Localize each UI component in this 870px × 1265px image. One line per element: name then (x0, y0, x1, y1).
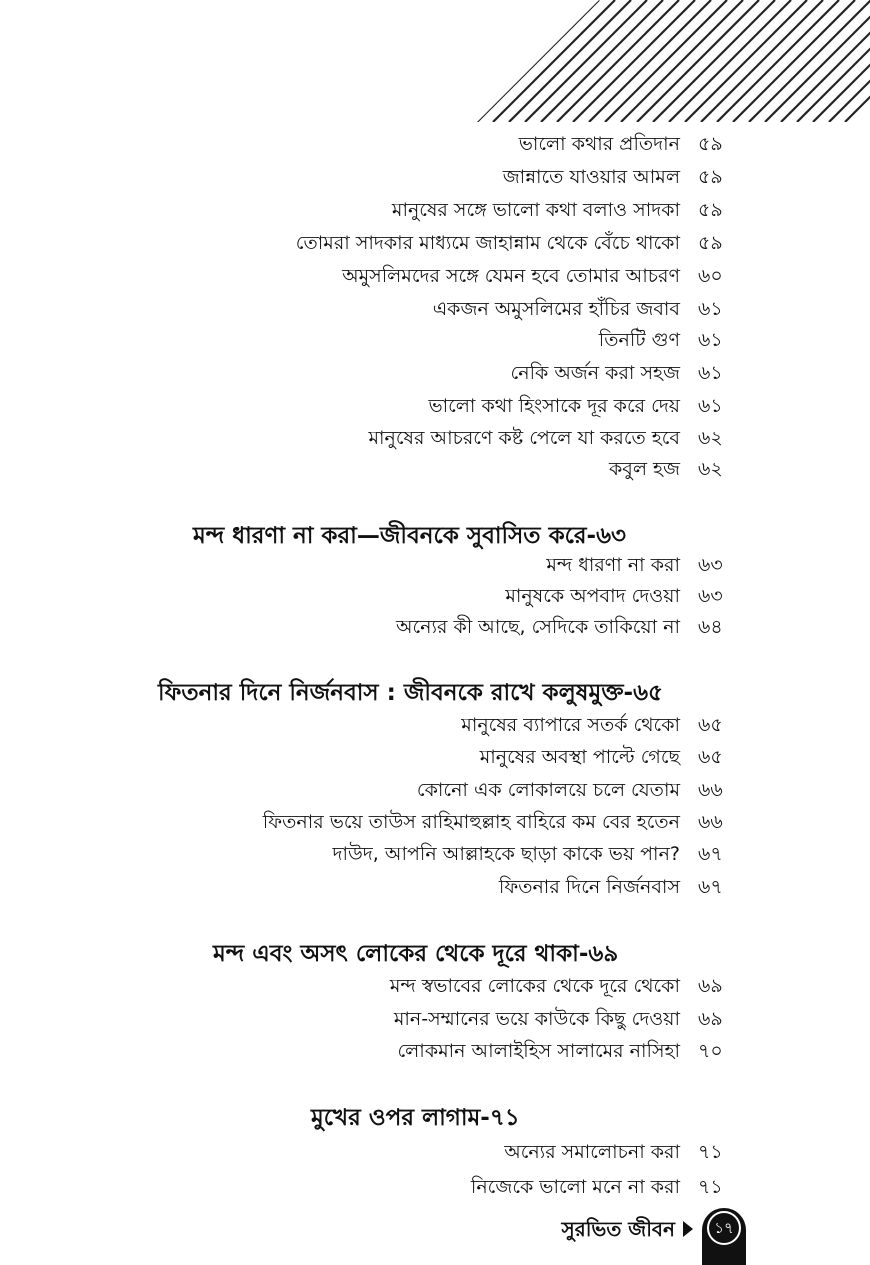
entry-page: ৬৯ (698, 975, 723, 997)
entry-title: ভালো কথা হিংসাকে দূর করে দেয় (428, 395, 680, 417)
entry-page: ৫৯ (698, 133, 723, 155)
entry-title: মানুষের ব্যাপারে সতর্ক থেকো (461, 714, 680, 736)
toc-entry[interactable] (0, 1171, 870, 1203)
entry-title: মানুষের সঙ্গে ভালো কথা বলাও সাদকা (391, 199, 680, 221)
entry-title: মান-সম্মানের ভয়ে কাউকে কিছু দেওয়া (393, 1008, 680, 1030)
entry-title: অন্যের সমালোচনা করা (504, 1141, 680, 1163)
entry-title: লোকমান আলাইহিস সালামের নাসিহা (397, 1040, 680, 1062)
entry-page: ৬৫ (698, 746, 723, 768)
section-heading[interactable]: মন্দ এবং অসৎ লোকের থেকে দূরে থাকা-৬৯ (213, 941, 619, 967)
toc-entry[interactable] (0, 260, 870, 292)
toc-entry[interactable] (0, 774, 870, 806)
entry-title: দাউদ, আপনি আল্লাহকে ছাড়া কাকে ভয় পান? (332, 843, 680, 865)
entry-page: ৬৭ (698, 843, 723, 865)
toc-entry[interactable] (0, 580, 870, 612)
entry-title: মানুষকে অপবাদ দেওয়া (505, 585, 680, 607)
section-heading[interactable]: ফিতনার দিনে নির্জনবাস : জীবনকে রাখে কলুষমুক্ত-৬৫ (158, 680, 663, 706)
entry-title: ফিতনার ভয়ে তাউস রাহিমাহুল্লাহ বাহিরে কম বের হতেন (262, 811, 680, 833)
entry-page: ৫৯ (698, 199, 723, 221)
toc-entry[interactable] (0, 611, 870, 643)
entry-title: অমুসলিমদের সঙ্গে যেমন হবে তোমার আচরণ (342, 265, 680, 287)
toc-entry[interactable] (0, 293, 870, 325)
entry-title: ভালো কথার প্রতিদান (518, 133, 680, 155)
entry-title: জান্নাতে যাওয়ার আমল (502, 166, 680, 188)
toc-entry[interactable] (0, 390, 870, 422)
toc-entry[interactable] (0, 806, 870, 838)
entry-page: ৭১ (698, 1176, 723, 1198)
entry-title: কোনো এক লোকালয়ে চলে যেতাম (416, 779, 680, 801)
entry-page: ৭১ (698, 1141, 723, 1163)
entry-page: ৬১ (698, 329, 723, 351)
entry-title: নিজেকে ভালো মনে না করা (470, 1176, 680, 1198)
entry-title: মানুষের অবস্থা পাল্টে গেছে (479, 746, 680, 768)
entry-page: ৬২ (698, 458, 723, 480)
entry-page: ৬৬ (698, 811, 723, 833)
toc-entry[interactable] (0, 161, 870, 193)
toc-entry[interactable] (0, 970, 870, 1002)
entry-title: কবুল হজ (608, 458, 680, 480)
entry-page: ৬৩ (698, 554, 723, 576)
entry-title: মন্দ ধারণা না করা (546, 554, 680, 576)
entry-title: অন্যের কী আছে, সেদিকে তাকিয়ো না (396, 616, 680, 638)
toc-entry[interactable] (0, 422, 870, 454)
entry-page: ৬৪ (698, 616, 723, 638)
toc-entry[interactable] (0, 453, 870, 485)
entry-title: নেকি অর্জন করা সহজ (510, 362, 680, 384)
toc-entry[interactable] (0, 194, 870, 226)
book-title: সুরভিত জীবন (561, 1217, 675, 1241)
section-heading[interactable]: মন্দ ধারণা না করা—জীবনকে সুবাসিত করে-৬৩ (193, 523, 627, 549)
toc-entry[interactable] (0, 549, 870, 581)
page-number: ১৭ (707, 1211, 741, 1245)
entry-title: ফিতনার দিনে নির্জনবাস (498, 876, 680, 898)
toc-entry[interactable] (0, 741, 870, 773)
entry-page: ৬৯ (698, 1008, 723, 1030)
toc-entry[interactable] (0, 709, 870, 741)
entry-page: ৬১ (698, 362, 723, 384)
entry-page: ৫৯ (698, 166, 723, 188)
entry-page: ৬১ (698, 395, 723, 417)
entry-page: ৫৯ (698, 232, 723, 254)
entry-page: ৬৫ (698, 714, 723, 736)
entry-page: ৬৩ (698, 585, 723, 607)
toc-entry[interactable] (0, 227, 870, 259)
entry-page: ৬০ (698, 265, 723, 287)
entry-title: মানুষের আচরণে কষ্ট পেলে যা করতে হবে (368, 427, 680, 449)
hatch-pattern-decoration (0, 0, 870, 122)
entry-page: ৬৭ (698, 876, 723, 898)
entry-page: ৬২ (698, 427, 723, 449)
toc-entry[interactable] (0, 871, 870, 903)
entry-title: তিনটি গুণ (598, 329, 680, 351)
triangle-right-icon (683, 1221, 693, 1237)
toc-entry[interactable] (0, 1035, 870, 1067)
entry-page: ৬৬ (698, 779, 723, 801)
section-heading[interactable]: মুখের ওপর লাগাম-৭১ (311, 1105, 520, 1131)
entry-title: মন্দ স্বভাবের লোকের থেকে দূরে থেকো (389, 975, 680, 997)
toc-entry[interactable] (0, 357, 870, 389)
entry-title: তোমরা সাদকার মাধ্যমে জাহান্নাম থেকে বেঁচে থাকো (295, 232, 680, 254)
toc-entry[interactable] (0, 1136, 870, 1168)
entry-page: ৬১ (698, 298, 723, 320)
toc-entry[interactable] (0, 128, 870, 160)
toc-entry[interactable] (0, 838, 870, 870)
toc-entry[interactable] (0, 324, 870, 356)
entry-title: একজন অমুসলিমের হাঁচির জবাব (432, 298, 680, 320)
toc-entry[interactable] (0, 1003, 870, 1035)
entry-page: ৭০ (698, 1040, 723, 1062)
